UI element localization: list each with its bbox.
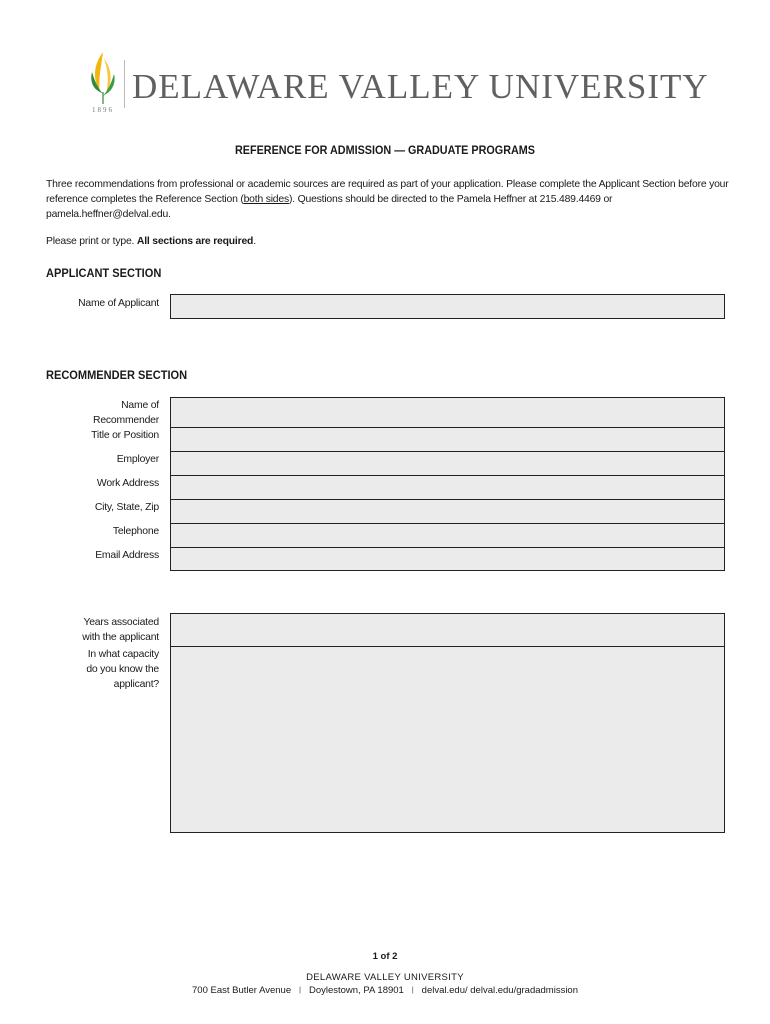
print-instruction [46, 236, 256, 247]
footer-web: delval.edu/ delval.edu/gradadmission [421, 985, 578, 996]
footer-address: 700 East Butler Avenue [192, 985, 292, 996]
years-associated-label [82, 615, 159, 645]
intro-emphasis: both sides [243, 194, 289, 205]
applicant-name-field[interactable] [170, 294, 725, 319]
years-associated-label-line2: with the applicant [82, 632, 159, 643]
intro-text-part1: Three recommendations from professional or academic sources are required as part of your application. Please complete the Applicant Section before your reference completes the Reference Section ( [46, 179, 729, 205]
intro-text-part2: ). Questions should be directed to the Pamela Heffner at 215.489.4469 or pamela.heffner@delval.edu. [46, 194, 613, 220]
applicant-section-heading: APPLICANT SECTION [46, 266, 162, 280]
print-instruction-end: . [253, 236, 256, 247]
footer-university-name: DELAWARE VALLEY UNIVERSITY [306, 972, 464, 983]
capacity-field[interactable] [170, 646, 725, 833]
print-instruction-text: Please print or type. [46, 236, 137, 247]
title-position-field[interactable] [170, 427, 725, 452]
city-state-zip-field[interactable] [170, 499, 725, 524]
telephone-label: Telephone [112, 526, 159, 537]
telephone-field[interactable] [170, 523, 725, 548]
footer-separator: | [299, 987, 301, 994]
work-address-label: Work Address [96, 478, 159, 489]
footer-city: Doylestown, PA 18901 [308, 985, 404, 996]
email-address-field[interactable] [170, 547, 725, 571]
recommender-name-label [93, 398, 159, 428]
form-title: REFERENCE FOR ADMISSION — GRADUATE PROGRAMS [234, 143, 536, 157]
email-address-label: Email Address [95, 550, 159, 561]
footer-contact-line [0, 985, 770, 996]
years-associated-field[interactable] [170, 613, 725, 647]
years-associated-label-line1: Years associated [83, 617, 159, 628]
university-header [86, 48, 709, 120]
capacity-label-line3: applicant? [113, 679, 159, 690]
title-position-label: Title or Position [91, 430, 159, 441]
capacity-label [86, 647, 159, 692]
recommender-section-heading: RECOMMENDER SECTION [46, 368, 188, 382]
applicant-name-label: Name of Applicant [78, 298, 159, 309]
logo-divider [124, 60, 125, 108]
university-wordmark: DELAWARE VALLEY UNIVERSITY [132, 67, 709, 106]
capacity-label-line1: In what capacity [87, 649, 159, 660]
recommender-name-field[interactable] [170, 397, 725, 428]
work-address-field[interactable] [170, 475, 725, 500]
recommender-name-label-line1: Name of [121, 400, 159, 411]
founded-year: 1896 [92, 106, 114, 114]
recommender-name-label-line2: Recommender [93, 415, 159, 426]
page-number: 1 of 2 [372, 951, 398, 962]
city-state-zip-label: City, State, Zip [94, 502, 159, 513]
footer-separator: | [411, 987, 414, 994]
employer-field[interactable] [170, 451, 725, 476]
capacity-label-line2: do you know the [86, 664, 159, 675]
print-instruction-bold: All sections are required [136, 236, 254, 247]
intro-paragraph [46, 177, 736, 222]
employer-label: Employer [116, 454, 159, 465]
